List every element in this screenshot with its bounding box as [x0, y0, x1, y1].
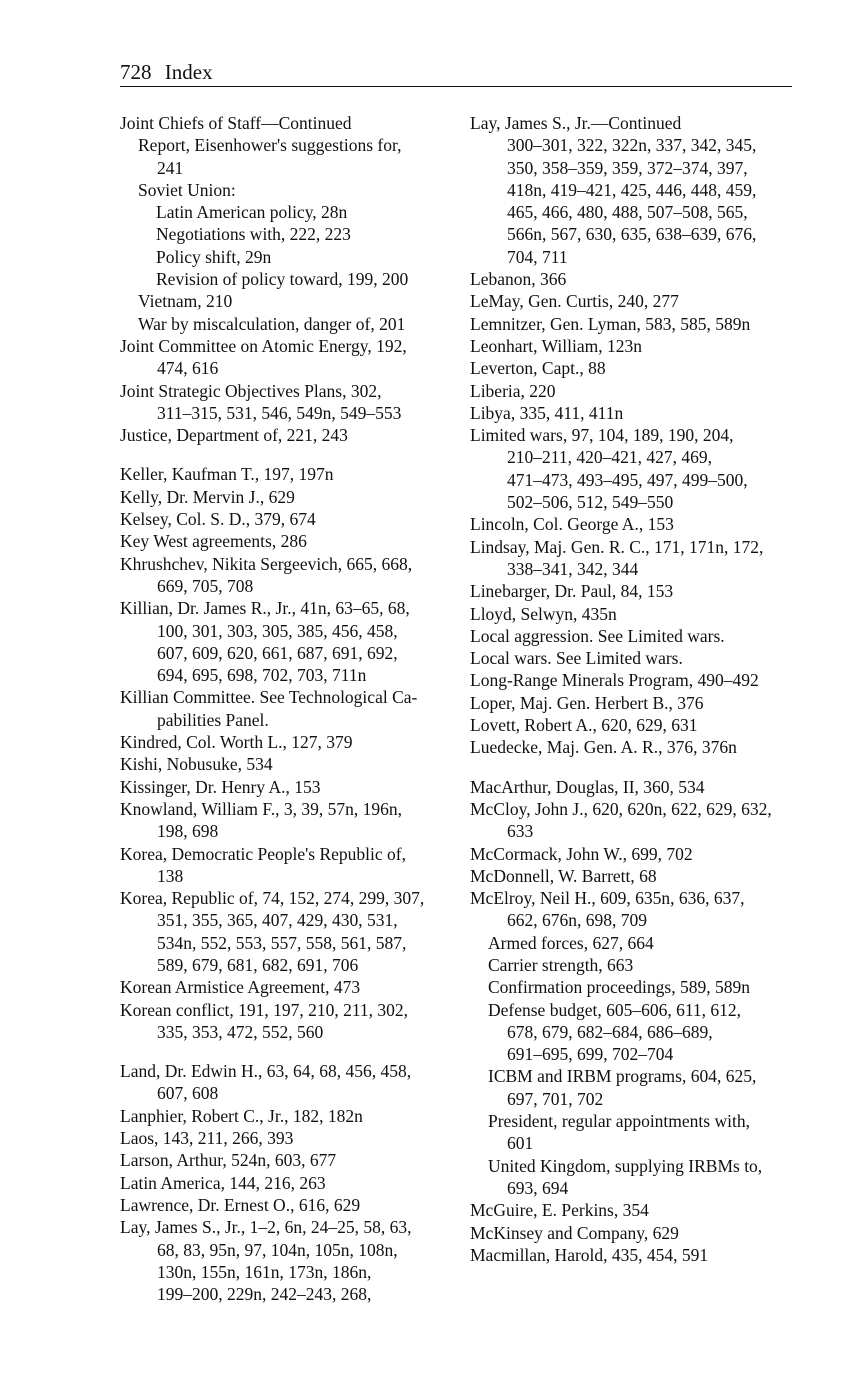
index-entry-continuation: 474, 616 — [157, 358, 219, 379]
index-entry-continuation: 601 — [507, 1133, 534, 1154]
index-entry: Loper, Maj. Gen. Herbert B., 376 — [470, 692, 704, 713]
index-subentry: Carrier strength, 663 — [488, 954, 634, 975]
index-entry: Local aggression. See Limited wars. — [470, 625, 725, 646]
index-entry-continuation: 335, 353, 472, 552, 560 — [157, 1021, 324, 1042]
index-subentry: Latin American policy, 28n — [156, 202, 348, 223]
index-entry: Libya, 335, 411, 411n — [470, 402, 624, 423]
index-entry: Killian, Dr. James R., Jr., 41n, 63–65, 68, — [120, 598, 410, 619]
index-entry: Leverton, Capt., 88 — [470, 358, 606, 379]
index-entry: MacArthur, Douglas, II, 360, 534 — [470, 776, 705, 797]
index-entry-continuation: 502–506, 512, 549–550 — [507, 492, 674, 513]
index-entry-continuation: 566n, 567, 630, 635, 638–639, 676, — [507, 224, 757, 245]
index-entry-continuation: 589, 679, 681, 682, 691, 706 — [157, 954, 359, 975]
index-entry-continuation: 198, 698 — [157, 821, 219, 842]
index-entry-continuation: 693, 694 — [507, 1177, 569, 1198]
index-entry-continuation: 100, 301, 303, 305, 385, 456, 458, — [157, 620, 398, 641]
index-entry: McElroy, Neil H., 609, 635n, 636, 637, — [470, 888, 745, 909]
index-entry: Local wars. See Limited wars. — [470, 648, 683, 669]
page-number: 728 — [120, 60, 152, 84]
index-entry: Justice, Department of, 221, 243 — [120, 425, 348, 446]
index-entry-continuation: 534n, 552, 553, 557, 558, 561, 587, — [157, 932, 407, 953]
index-entry: McDonnell, W. Barrett, 68 — [470, 865, 657, 886]
index-subentry: War by miscalculation, danger of, 201 — [138, 313, 406, 334]
index-entry: Joint Chiefs of Staff—Continued — [120, 113, 352, 133]
index-entry-continuation: 662, 676n, 698, 709 — [507, 910, 647, 931]
index-entry-continuation: 130n, 155n, 161n, 173n, 186n, — [157, 1261, 372, 1282]
index-subentry: Confirmation proceedings, 589, 589n — [488, 977, 750, 998]
index-entry-continuation: pabilities Panel. — [157, 709, 269, 730]
index-entry: Korean conflict, 191, 197, 210, 211, 302, — [120, 999, 409, 1020]
index-entry: Killian Committee. See Technological Ca- — [120, 687, 418, 708]
index-entry-continuation: 311–315, 531, 546, 549n, 549–553 — [157, 402, 402, 423]
index-entry: Knowland, William F., 3, 39, 57n, 196n, — [120, 798, 402, 819]
letter-group-gap — [120, 446, 452, 463]
index-entry-continuation: 465, 466, 480, 488, 507–508, 565, — [507, 202, 748, 223]
index-entry: McCormack, John W., 699, 702 — [470, 843, 693, 864]
index-entry-continuation: 678, 679, 682–684, 686–689, — [507, 1021, 713, 1042]
index-entry-continuation: 669, 705, 708 — [157, 575, 254, 596]
letter-group-gap — [470, 759, 802, 776]
index-entry-continuation: 350, 358–359, 359, 372–374, 397, — [507, 157, 748, 178]
index-subentry: ICBM and IRBM programs, 604, 625, — [488, 1066, 757, 1087]
index-entry: Luedecke, Maj. Gen. A. R., 376, 376n — [470, 737, 737, 758]
index-entry: Linebarger, Dr. Paul, 84, 153 — [470, 581, 674, 602]
index-entry-continuation: 241 — [157, 157, 184, 178]
index-entry: Limited wars, 97, 104, 189, 190, 204, — [470, 425, 734, 446]
index-entry-continuation: 300–301, 322, 322n, 337, 342, 345, — [507, 135, 757, 156]
index-entry-continuation: 704, 711 — [507, 246, 568, 267]
page-title: Index — [164, 60, 213, 84]
index-subentry: Revision of policy toward, 199, 200 — [156, 269, 409, 290]
index-entry-continuation: 351, 355, 365, 407, 429, 430, 531, — [157, 910, 398, 931]
index-entry: Lay, James S., Jr., 1–2, 6n, 24–25, 58, 63, — [120, 1217, 412, 1238]
index-entry: Joint Strategic Objectives Plans, 302, — [120, 380, 382, 401]
index-entry: Latin America, 144, 216, 263 — [120, 1172, 326, 1193]
index-entry: Leonhart, William, 123n — [470, 335, 642, 356]
index-entry-continuation: 418n, 419–421, 425, 446, 448, 459, — [507, 179, 757, 200]
index-entry-continuation: 694, 695, 698, 702, 703, 711n — [157, 665, 367, 686]
index-entry: Lebanon, 366 — [470, 269, 567, 290]
index-entry-continuation: 471–473, 493–495, 497, 499–500, — [507, 469, 748, 490]
index-entry: Lanphier, Robert C., Jr., 182, 182n — [120, 1105, 363, 1126]
index-entry: Liberia, 220 — [470, 380, 556, 401]
index-entry-continuation: 607, 609, 620, 661, 687, 691, 692, — [157, 642, 398, 663]
index-subentry: Armed forces, 627, 664 — [488, 932, 654, 953]
index-entry: Kelly, Dr. Mervin J., 629 — [120, 486, 295, 507]
index-entry: Lemnitzer, Gen. Lyman, 583, 585, 589n — [470, 313, 751, 334]
index-entry: Lincoln, Col. George A., 153 — [470, 514, 674, 535]
index-entry: Joint Committee on Atomic Energy, 192, — [120, 335, 407, 356]
index-entry: Keller, Kaufman T., 197, 197n — [120, 464, 334, 485]
index-entry-continuation: 68, 83, 95n, 97, 104n, 105n, 108n, — [157, 1239, 398, 1260]
index-entry: Korea, Republic of, 74, 152, 274, 299, 307, — [120, 888, 425, 909]
index-subentry: Policy shift, 29n — [156, 246, 272, 267]
index-entry: Macmillan, Harold, 435, 454, 591 — [470, 1244, 709, 1265]
index-entry: LeMay, Gen. Curtis, 240, 277 — [470, 291, 679, 312]
index-entry: Lovett, Robert A., 620, 629, 631 — [470, 715, 698, 736]
index-entry-continuation: 607, 608 — [157, 1083, 219, 1104]
index-entry: Korea, Democratic People's Republic of, — [120, 843, 406, 864]
index-subentry: Soviet Union: — [138, 179, 236, 200]
index-subentry: Report, Eisenhower's suggestions for, — [138, 135, 402, 156]
index-entry: McGuire, E. Perkins, 354 — [470, 1200, 649, 1221]
index-entry: Kissinger, Dr. Henry A., 153 — [120, 776, 321, 797]
index-entry: Kelsey, Col. S. D., 379, 674 — [120, 509, 316, 530]
index-subentry: United Kingdom, supplying IRBMs to, — [488, 1155, 763, 1176]
index-entry: McCloy, John J., 620, 620n, 622, 629, 632, — [470, 798, 772, 819]
index-entry: Lindsay, Maj. Gen. R. C., 171, 171n, 172, — [470, 536, 764, 557]
index-entry: Lawrence, Dr. Ernest O., 616, 629 — [120, 1194, 361, 1215]
index-entry: Korean Armistice Agreement, 473 — [120, 977, 361, 998]
index-entry-continuation: 338–341, 342, 344 — [507, 558, 639, 579]
index-subentry: Vietnam, 210 — [138, 291, 233, 312]
index-column-left — [120, 112, 452, 1305]
index-entry: Land, Dr. Edwin H., 63, 64, 68, 456, 458, — [120, 1061, 412, 1082]
index-entry: Lay, James S., Jr.—Continued — [470, 113, 682, 133]
index-subentry: President, regular appointments with, — [488, 1111, 750, 1132]
index-entry: Lloyd, Selwyn, 435n — [470, 603, 617, 624]
index-entry: Key West agreements, 286 — [120, 531, 307, 552]
index-entry-continuation: 138 — [157, 865, 184, 886]
page-header — [120, 60, 792, 87]
index-column-right — [470, 112, 802, 1266]
index-entry-continuation: 697, 701, 702 — [507, 1088, 604, 1109]
index-entry: Khrushchev, Nikita Sergeevich, 665, 668, — [120, 553, 413, 574]
index-entry: Kindred, Col. Worth L., 127, 379 — [120, 732, 353, 753]
index-entry: Long-Range Minerals Program, 490–492 — [470, 670, 759, 691]
index-entry: McKinsey and Company, 629 — [470, 1222, 679, 1243]
index-subentry: Defense budget, 605–606, 611, 612, — [488, 999, 742, 1020]
index-entry-continuation: 633 — [507, 821, 534, 842]
index-entry: Laos, 143, 211, 266, 393 — [120, 1128, 294, 1149]
index-entry: Kishi, Nobusuke, 534 — [120, 754, 273, 775]
index-entry: Larson, Arthur, 524n, 603, 677 — [120, 1150, 337, 1171]
index-entry-continuation: 210–211, 420–421, 427, 469, — [507, 447, 712, 468]
letter-group-gap — [120, 1043, 452, 1060]
index-entry-continuation: 199–200, 229n, 242–243, 268, — [157, 1284, 372, 1305]
index-entry-continuation: 691–695, 699, 702–704 — [507, 1044, 674, 1065]
index-subentry: Negotiations with, 222, 223 — [156, 224, 351, 245]
